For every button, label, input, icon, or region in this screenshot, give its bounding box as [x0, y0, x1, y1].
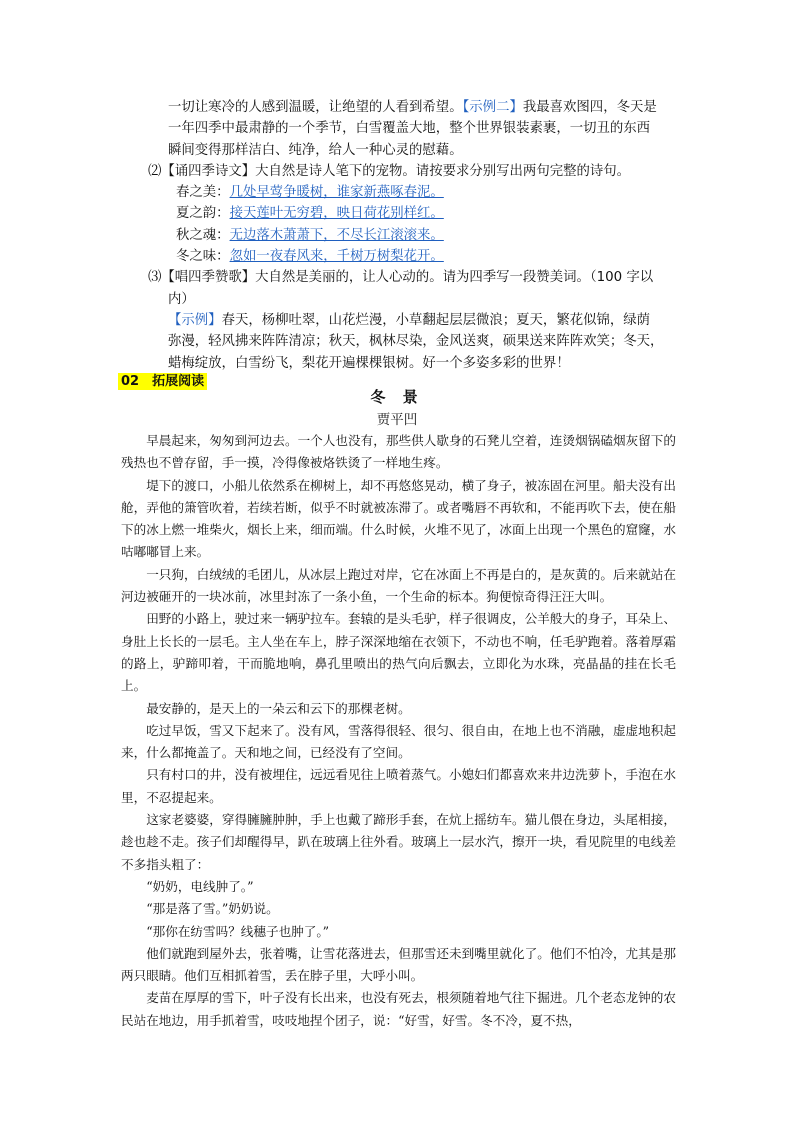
question-text: 大自然是诗人笔下的宠物。请按要求分别写出两句完整的诗句。 [255, 163, 631, 179]
paragraph: 一只狗，白绒绒的毛团儿，从冰层上跑过对岸，它在冰面上不再是白的，是灰黄的。后来就站在河边被砸开的一块冰前，冰里封冻了一条小鱼，一个生命的标本。狗便惊奇得汪汪大叫。 [121, 566, 676, 605]
paragraph: 早晨起来，匆匆到河边去。一个人也没有，那些供人歇身的石凳儿空着，连烫烟锅磕烟灰留下的残热也不曾存留，手一摸，冷得像被烙铁烫了一样地生疼。 [121, 433, 676, 471]
paragraph: 他们就跑到屋外去，张着嘴，让雪花落进去，但那雪还未到嘴里就化了。他们不怕冷，尤其是那两只眼睛。他们互相抓着雪，丢在脖子里，大呼小叫。 [121, 945, 676, 984]
example-line: 弥漫，轻风拂来阵阵清凉；秋天，枫林尽染，金风送爽，硕果送来阵阵欢笑；冬天， [168, 334, 664, 350]
question-number: ⑶ [148, 270, 162, 286]
poem-answer: 接天莲叶无穷碧，映日荷花别样红。 [229, 206, 444, 222]
example-tag: 【示例】 [168, 312, 222, 328]
question-2 [148, 161, 688, 182]
paragraph: “奶奶，电线肿了。” [146, 878, 254, 894]
question-tag: 【唱四季赞歌】 [161, 270, 256, 286]
paragraph: 最安静的，是天上的一朵云和云下的那棵老树。 [146, 700, 411, 716]
answer-line: 内） [168, 291, 195, 307]
example-line: 蜡梅绽放，白雪纷飞，梨花开遍棵棵银树。好一个多姿多彩的世界！ [168, 355, 570, 371]
question-number: ⑵ [148, 163, 162, 179]
answer-line: 一年四季中最肃静的一个季节，白雪覆盖大地，整个世界银装素裹，一切丑的东西 [168, 121, 651, 137]
text: 春天，杨柳吐翠，山花烂漫，小草翻起层层微浪；夏天，繁花似锦，绿荫 [221, 312, 651, 328]
paragraph: “那是落了雪。”奶奶说。 [146, 901, 279, 917]
poem-answer: 无边落木萧萧下，不尽长江滚滚来。 [229, 227, 444, 243]
poem-line [168, 225, 688, 246]
article-author: 贾平凹 [376, 412, 418, 428]
paragraph: 麦苗在厚厚的雪下，叶子没有长出来，也没有死去，根须随着地气往下掘进。几个老态龙钟的农民站在地边，用手抓着雪，吱吱地捏个团子，说：“好雪，好雪。冬不冷，夏不热， [121, 990, 676, 1028]
poem-line [168, 246, 688, 267]
paragraph: 吃过早饭，雪又下起来了。没有风，雪落得很轻、很匀、很自由，在地上也不消融，虚虚地积起来，什么都掩盖了。天和地之间，已经没有了空间。 [121, 722, 676, 761]
answer-section [148, 97, 688, 374]
paragraph: 田野的小路上，驶过来一辆驴拉车。套辕的是头毛驴，样子很调皮，公羊般大的身子，耳朵上、身肚上长长的一层毛。主人坐在车上，脖子深深地缩在衣领下，不动也不响，任毛驴跑着。落着厚霜的路上，驴蹄叩着，干而脆地响，鼻孔里喷出的热气向后飘去，立即化为水珠，亮晶晶的挂在长毛上。 [121, 611, 676, 694]
text: 我最喜欢图四，冬天是 [522, 100, 657, 115]
example2-tag: 【示例二】 [462, 100, 523, 115]
paragraph: “那你在纺雪吗？线穗子也肿了。” [146, 923, 330, 939]
article-body [121, 430, 676, 1032]
example-line [168, 310, 688, 331]
poem-label: 夏之韵： [176, 206, 230, 222]
poem-answer: 几处早莺争暖树，谁家新燕啄春泥。 [229, 185, 444, 201]
poem-label: 秋之魂： [176, 227, 230, 243]
answer-line: 瞬间变得那样洁白、纯净，给人一种心灵的慰藉。 [168, 142, 463, 158]
question-3 [148, 267, 688, 288]
question-text: 大自然是美丽的，让人心动的。请为四季写一段赞美词。（100 字以 [255, 270, 654, 286]
paragraph: 这家老婆婆，穿得臃臃肿肿，手上也戴了蹄形手套，在炕上摇纺车。猫儿偎在身边，头尾相接，趁也趁不走。孩子们却醒得早，趴在玻璃上往外看。玻璃上一层水汽，擦开一块，看见院里的电线差不多指头粗了： [121, 812, 676, 872]
poem-label: 冬之味： [176, 249, 230, 265]
answer-line [168, 97, 688, 118]
section-header-text: 02 拓展阅读 [118, 373, 207, 390]
poem-line [168, 182, 688, 203]
article-title: 冬 景 [370, 388, 424, 406]
paragraph: 只有村口的井，没有被埋住，远远看见往上喷着蒸气。小媳妇们都喜欢来井边洗萝卜，手泡在水里，不忍提起来。 [121, 767, 676, 805]
question-tag: 【诵四季诗文】 [161, 163, 256, 179]
paragraph: 堤下的渡口，小船儿依然系在柳树上，却不再悠悠晃动，横了身子，被冻固在河里。船夫没有出舱，弄他的箫管吹着，若续若断，似乎不时就被冻滞了。或者嘴唇不再软和，不能再吹下去，使在船下的冰上燃一堆柴火，烟长上来，细而端。什么时候，火堆不见了，冰面上出现一个黑色的窟窿，水咕嘟嘟冒上来。 [121, 477, 676, 560]
text: 一切让寒冷的人感到温暖，让绝望的人看到希望。 [168, 100, 463, 115]
poem-line [168, 203, 688, 224]
poem-answer: 忽如一夜春风来，千树万树梨花开。 [229, 249, 444, 265]
poem-label: 春之美： [176, 185, 230, 201]
